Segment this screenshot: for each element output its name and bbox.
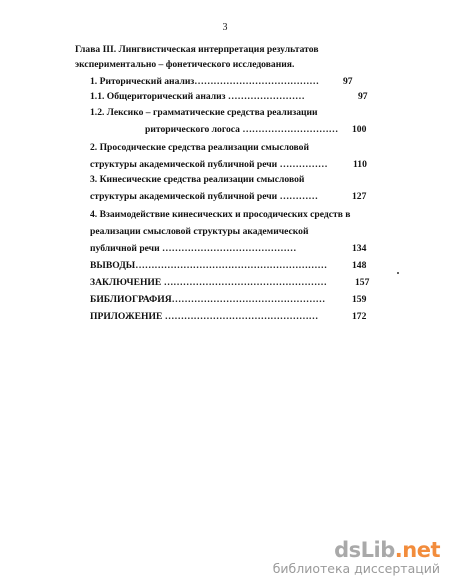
toc-entry-text: БИБЛИОГРАФИЯ………………………………………… (90, 294, 326, 305)
toc-entry-text: структуры академической публичной речи …………… (90, 159, 328, 170)
toc-entry-text: публичной речи …………………………………… (90, 243, 297, 254)
toc-entry-text: реализации смысловой структуры академической (90, 226, 309, 237)
toc-entry-page: 97 (358, 91, 368, 102)
toc-entry-text: риторического логоса ………………………… (145, 124, 339, 135)
toc-entry-text: 1. Риторический анализ………………………………… (90, 76, 319, 87)
toc-entry-page: 157 (355, 277, 370, 288)
toc-entry-text: 4. Взаимодействие кинесических и просодических средств в (90, 209, 351, 220)
toc-entry-text: 1.1. Общериторический анализ …………………… (90, 91, 305, 102)
chapter-heading-line-1: Глава III. Лингвистическая интерпретация результатов (75, 44, 319, 55)
toc-entry-text: 1.2. Лексико – грамматические средства реализации (90, 107, 318, 118)
toc-entry-text: структуры академической публичной речи ………… (90, 191, 318, 202)
toc-entry-page: 159 (352, 294, 367, 305)
watermark-subtitle: библиотека диссертаций (272, 561, 440, 576)
toc-entry-page: 172 (352, 311, 367, 322)
toc-entry-page: 134 (352, 243, 367, 254)
watermark-logo-suffix: .net (394, 538, 440, 562)
toc-entry-page: 127 (352, 191, 367, 202)
toc-entry-page: 110 (353, 159, 367, 170)
toc-entry-text: ВЫВОДЫ…………………………………………………… (90, 260, 328, 271)
chapter-heading-line-2: экспериментально – фонетического исследования. (75, 59, 295, 70)
toc-entry-page: 97 (343, 76, 353, 87)
toc-entry-page: 100 (352, 124, 367, 135)
toc-entry-text: ЗАКЛЮЧЕНИЕ …………………………………………… (90, 277, 327, 288)
page-number: 3 (222, 22, 228, 33)
watermark (273, 539, 440, 576)
watermark-logo (273, 539, 440, 561)
toc-entry-text: 3. Кинесические средства реализации смысловой (90, 174, 305, 185)
watermark-logo-main: dsLib (334, 538, 395, 562)
toc-entry-text: 2. Просодические средства реализации смысловой (90, 142, 309, 153)
toc-entry-page: 148 (352, 260, 367, 271)
scan-speck (397, 272, 399, 274)
toc-entry-text: ПРИЛОЖЕНИЕ ………………………………………… (90, 311, 319, 322)
